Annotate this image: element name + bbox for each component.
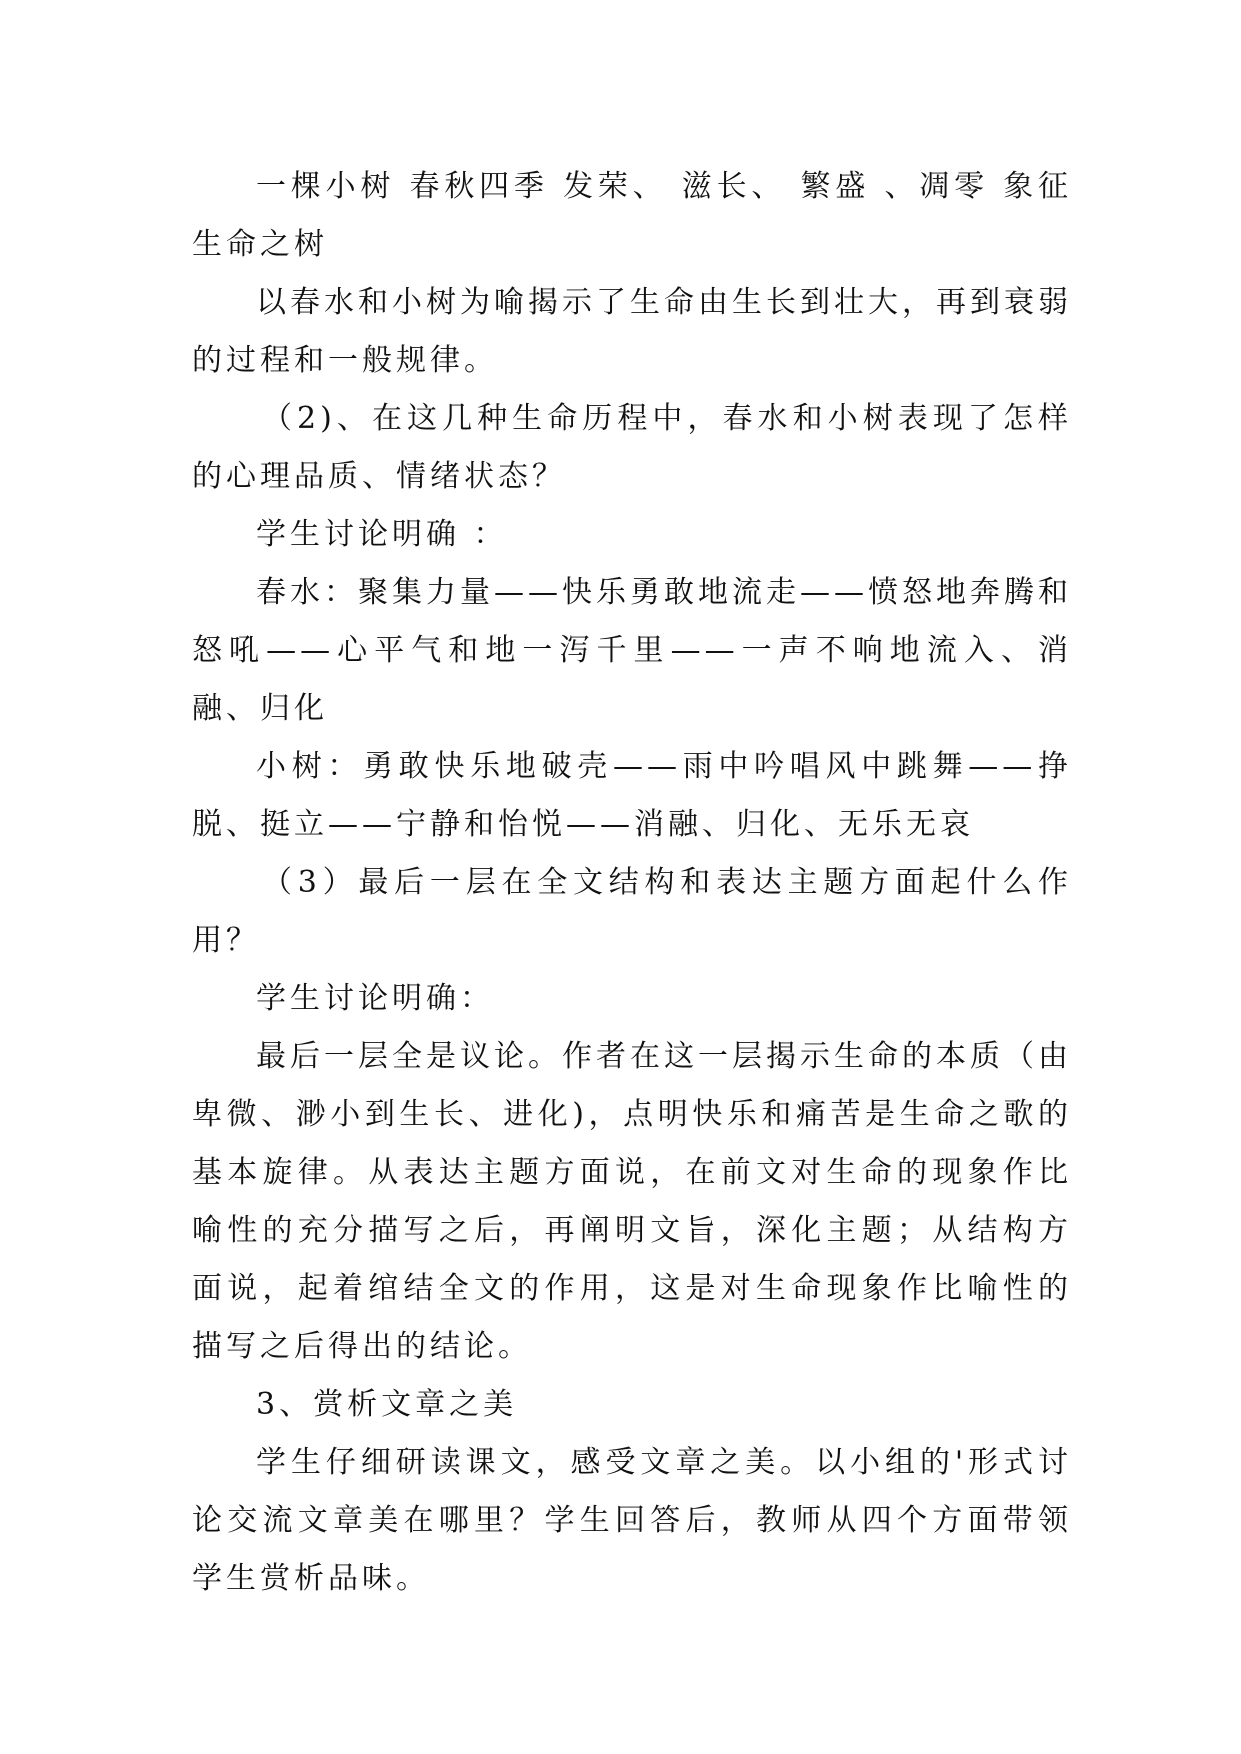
document-page	[192, 158, 1072, 1608]
paragraph-discussion-label-2: 学生讨论明确：	[256, 981, 494, 1016]
paragraph-final-layer-analysis: 最后一层全是议论。作者在这一层揭示生命的本质（由卑微、渺小到生长、进化)，点明快乐和痛苦是生命之歌的基本旋律。从表达主题方面说，在前文对生命的现象作比喻性的充分描写之后，再阐明文旨，深化主题；从结构方面说，起着绾结全文的作用，这是对生命现象作比喻性的描写之后得出的结论。	[192, 1039, 1072, 1364]
paragraph-question-2: （2)、在这几种生命历程中，春水和小树表现了怎样的心理品质、情绪状态？	[192, 401, 1072, 494]
paragraph-question-3: （3）最后一层在全文结构和表达主题方面起什么作用？	[192, 865, 1072, 958]
paragraph-tree-symbol: 一棵小树 春秋四季 发荣、 滋长、 繁盛 、凋零 象征生命之树	[192, 169, 1072, 262]
paragraph-metaphor-summary: 以春水和小树为喻揭示了生命由生长到壮大，再到衰弱的过程和一般规律。	[192, 285, 1072, 378]
paragraph-spring-water: 春水：聚集力量——快乐勇敢地流走——愤怒地奔腾和怒吼——心平气和地一泻千里——一声不响地流入、消融、归化	[192, 575, 1072, 726]
paragraph-appreciation: 学生仔细研读课文，感受文章之美。以小组的'形式讨论交流文章美在哪里？学生回答后，教师从四个方面带领学生赏析品味。	[192, 1445, 1072, 1596]
paragraph-small-tree: 小树：勇敢快乐地破壳——雨中吟唱风中跳舞——挣脱、挺立——宁静和怡悦——消融、归化、无乐无哀	[192, 749, 1072, 842]
paragraph-discussion-label-1: 学生讨论明确 ：	[256, 517, 508, 552]
section-heading-3: 3、赏析文章之美	[256, 1387, 518, 1422]
